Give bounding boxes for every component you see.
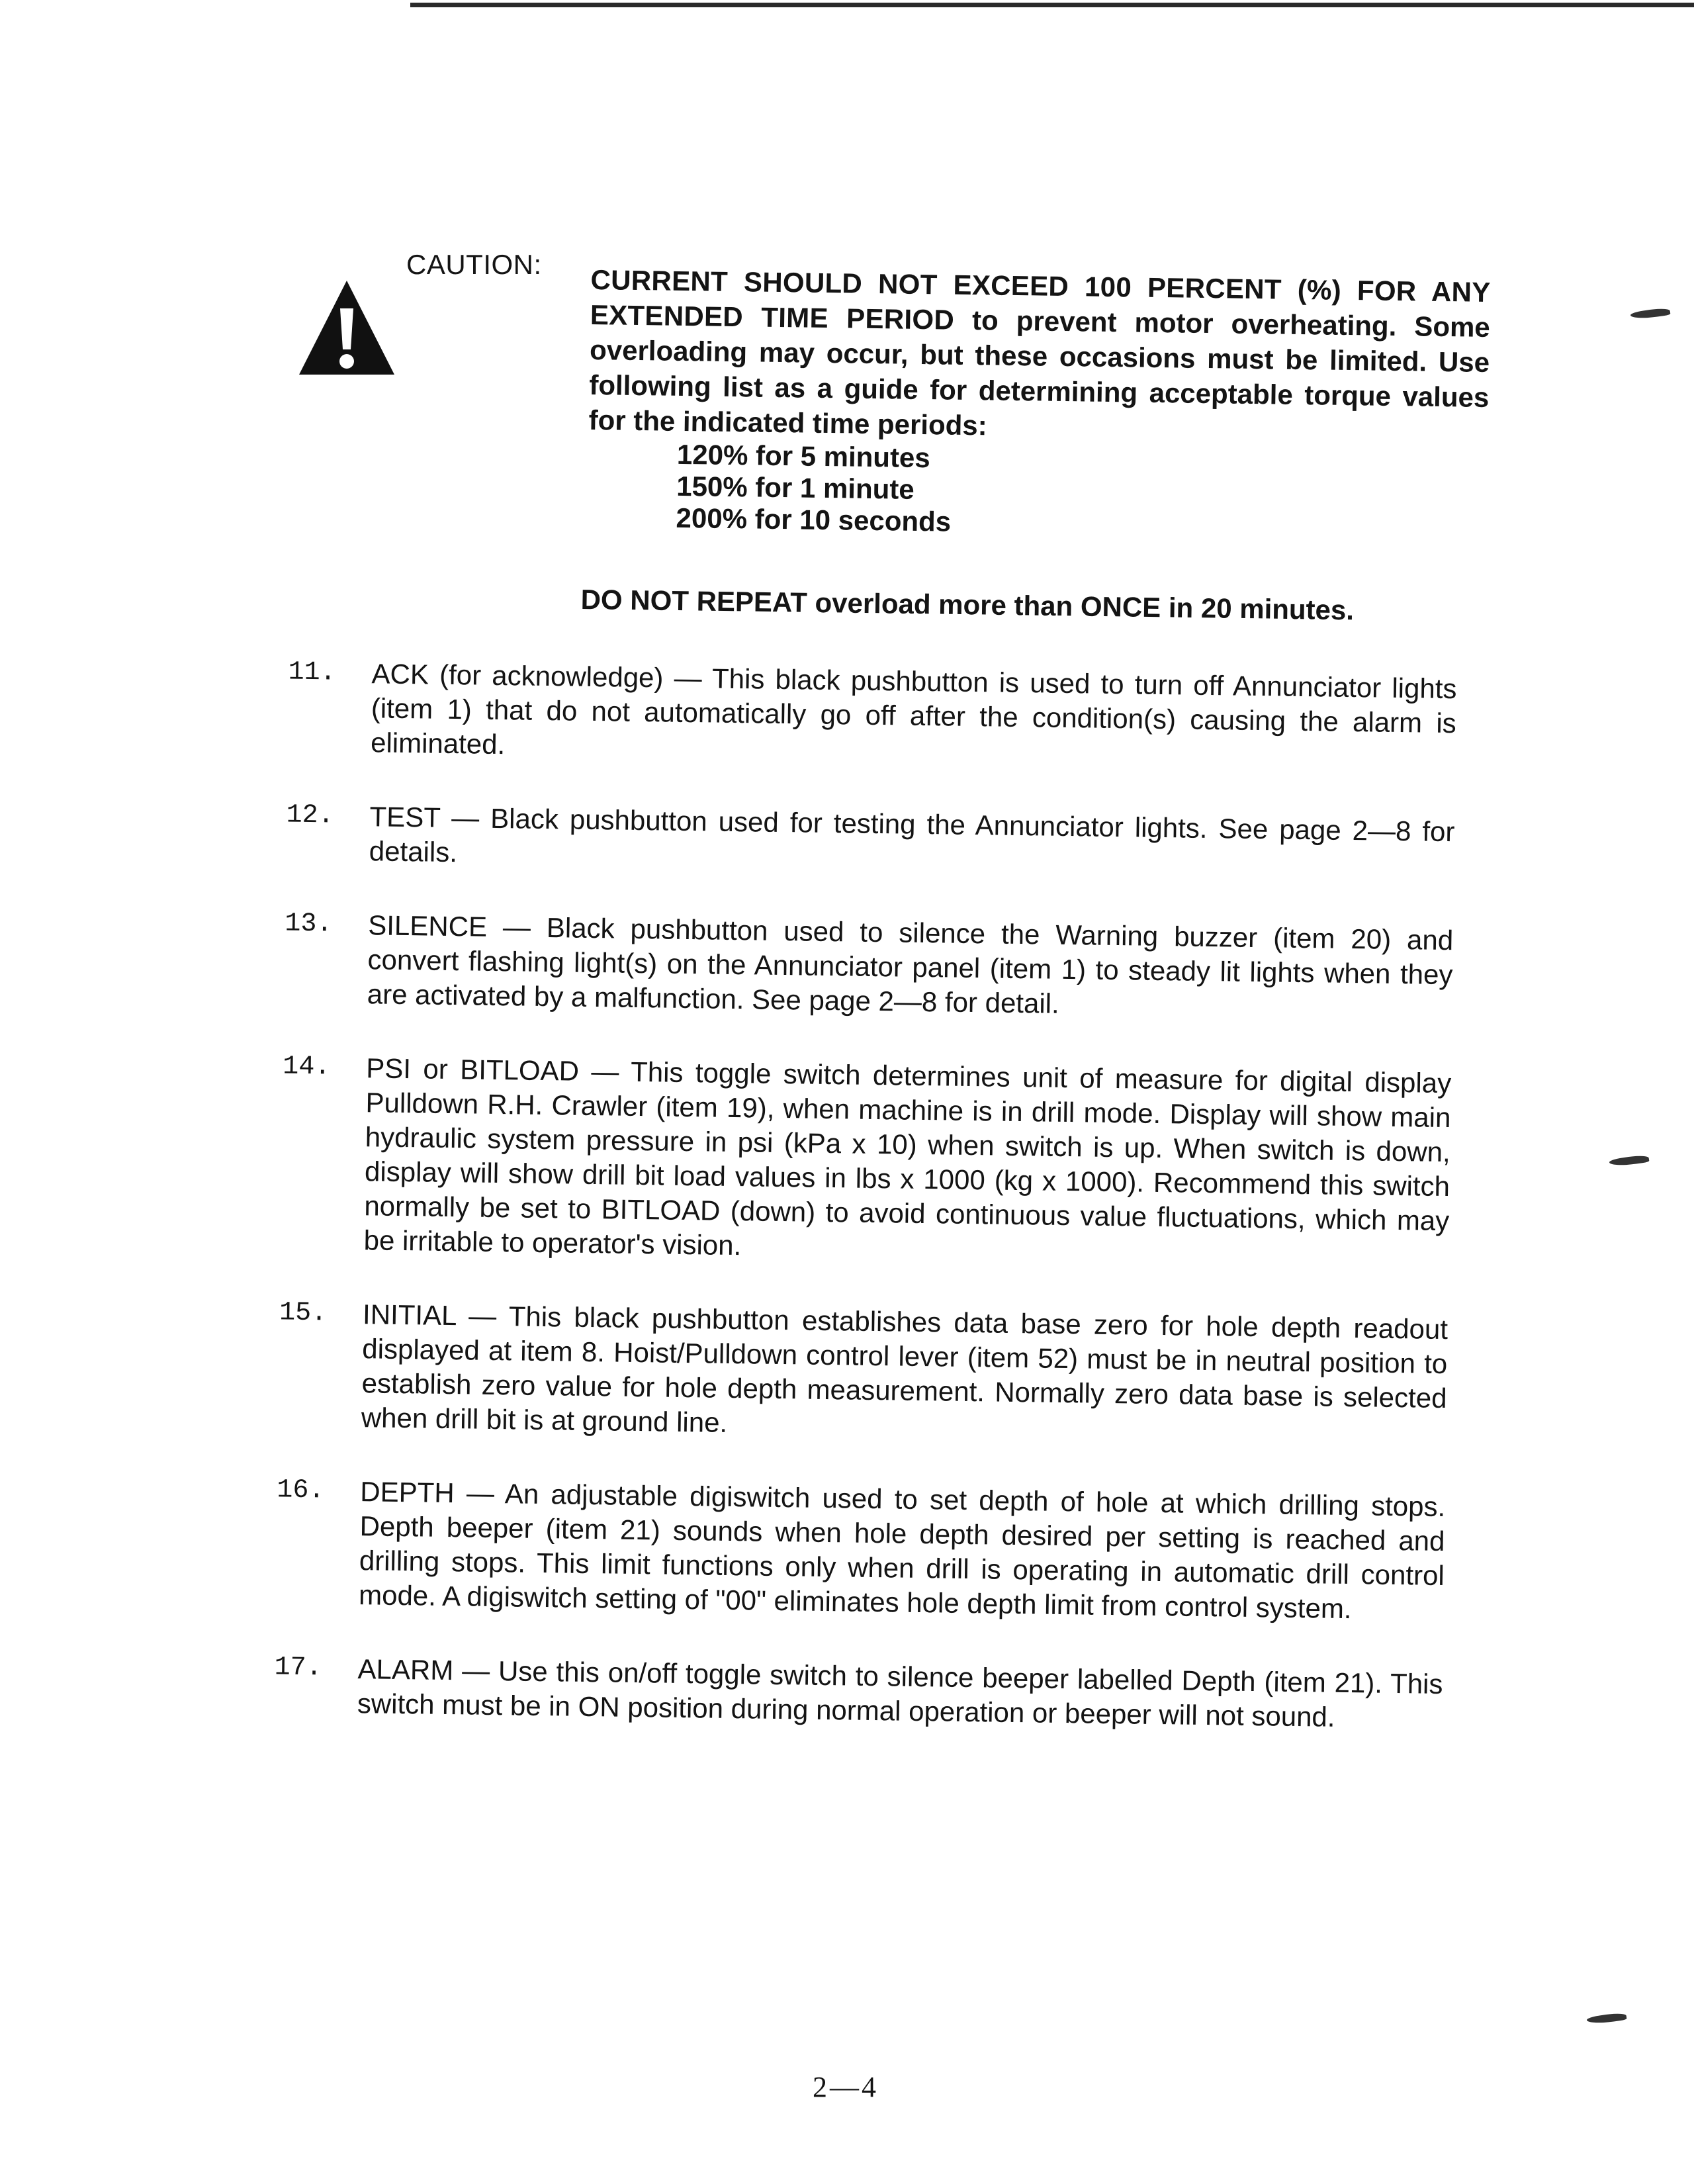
item-text: TEST — Black pushbutton used for testing the Annunciator lights. See page 2—8 for details. (369, 801, 1455, 868)
top-rule (410, 3, 1694, 7)
scan-mark (1586, 2012, 1627, 2025)
warning-triangle-icon (296, 278, 397, 377)
repeat-note-end: in 20 minutes. (1160, 592, 1355, 626)
caution-label: CAUTION: (406, 249, 542, 280)
caution-headline: CURRENT SHOULD NOT EXCEED 100 PERCENT (%) FOR ANY EXTENDED TIME PERIOD (590, 263, 1491, 336)
overload-limit: 200% for 10 seconds (676, 502, 952, 537)
list-item (259, 907, 1478, 1027)
scan-mark (1630, 307, 1670, 320)
list-item (253, 1296, 1472, 1451)
item-text: DEPTH — An adjustable digiswitch used to set depth of hole at which drilling stops. Depth beeper (item 21) sounds when hole depth desired per setting is reached and drilling stops. This limit functions only when drill is operating in automatic drill control mode. A digiswitch setting of "00" eliminates hole depth limit from control system. (358, 1476, 1446, 1625)
item-text: INITIAL — This black pushbutton establishes data base zero for hole depth readout displayed at item 8. Hoist/Pulldown control lever (item 52) must be in neutral position to establish zero value for hole depth measurement. Normally zero data base is selected when drill bit is at ground line. (361, 1298, 1449, 1438)
item-text: SILENCE — Black pushbutton used to silence the Warning buzzer (item 20) and convert flashing light(s) on the Annunciator panel (item 1) to steady lit lights when they are activated by a malfunction. See page 2—8 for detail. (367, 909, 1454, 1019)
item-number: 16. (277, 1475, 325, 1506)
caution-body (587, 262, 1491, 545)
list-item (250, 1473, 1470, 1628)
item-number: 13. (285, 909, 333, 940)
item-text: ALARM — Use this on/off toggle switch to silence beeper labelled Depth (item 21). This switch must be in ON position during normal operation or beeper will not sound. (357, 1653, 1443, 1733)
repeat-note (580, 584, 1354, 626)
scan-mark (1609, 1154, 1649, 1167)
caution-text (588, 262, 1491, 450)
control-items-list (248, 655, 1481, 1776)
item-text: PSI or BITLOAD — This toggle switch determines unit of measure for digital display Pulldown R.H. Crawler (item 19), when machine is in drill mode. Display will show main hydraulic system pressure in psi (kPa x 10) when switch is up. When switch is down, display will show drill bit load values in lbs x 1000 (kg x 1000). Recommend this switch normally be set to BITLOAD (down) to avoid continuous value fluctuations, which may be irritable to operator's vision. (363, 1052, 1452, 1261)
repeat-note-mid: overload more than (807, 586, 1081, 622)
repeat-note-bold-1: DO NOT REPEAT (580, 584, 808, 618)
item-text: ACK (for acknowledge) — This black pushbutton is used to turn off Annunciator lights (item 1) that do not automatically go off after the condition(s) causing the alarm is eliminated. (370, 658, 1457, 760)
item-number: 15. (279, 1298, 328, 1329)
item-number: 11. (288, 657, 336, 688)
list-item (261, 798, 1479, 884)
list-item (262, 655, 1481, 776)
repeat-note-bold-2: ONCE (1080, 590, 1161, 623)
overload-limit: 120% for 5 minutes (676, 438, 931, 474)
list-item (255, 1050, 1475, 1273)
overload-limits-list (676, 439, 1488, 545)
item-number: 17. (274, 1653, 322, 1684)
item-number: 12. (286, 800, 334, 831)
list-item (249, 1651, 1467, 1737)
overload-limit: 150% for 1 minute (676, 470, 915, 505)
page-number: 2—4 (813, 2071, 879, 2103)
item-number: 14. (283, 1052, 331, 1083)
caution-headline-rest: to prevent motor overheating. Some overloading may occur, but these occasions must be limited. Use following list as a guide for determining acceptable torque values for the indicated time periods: (588, 304, 1491, 441)
